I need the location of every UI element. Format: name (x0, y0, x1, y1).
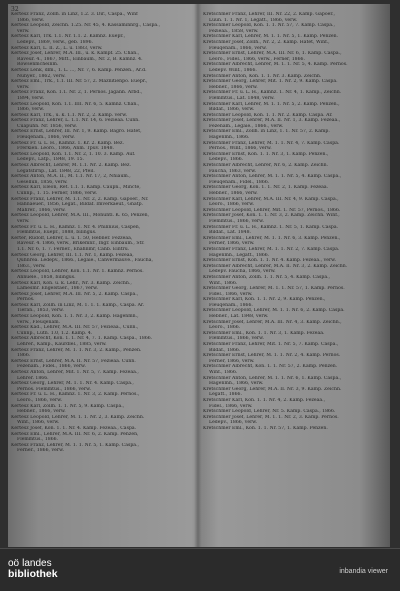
directory-entry-line: Kretschmer Leopold, Lehrer, Nr. 5. Kamp. Caspa., 1866. (203, 409, 336, 415)
directory-entry-line: Kretschmer Eml., Kon. 1. 1. Nr. 3, 1. Kamp. Fezeaa. (203, 330, 325, 336)
directory-entry-line: Kretschmer Karl, Kon. 1. 1. Nr. 4, 2. Kamp. Fezeaa., (203, 397, 326, 403)
directory-entry-line: Frerkien. Leoro., 1866, Anm. Tpuv. 1848. (17, 146, 114, 152)
directory-entry-line: 1866, verw. (17, 107, 45, 113)
directory-entry-line: Rowsenmcheinm. (17, 62, 59, 68)
directory-entry-line: Kertesz Leopold, Kon. 1.1. Nr. 2, 1. 10. 3. Kamp. Auf. (11, 151, 136, 157)
directory-entry-line: Kretschmer Anton, Lehrer, M. 1. 1. Nr. 5, 4. Kamp. Caspa., (203, 174, 342, 180)
directory-entry-line: Kretschmer Leopold, Kon. 1. 1. Nr. 2. Kamp. Caspa. Ar. (203, 112, 333, 118)
directory-entry-line: Kertesz Fr. u. L. H., Kamnz. 1. Kr. 2. Kamp. Bez. (11, 140, 124, 146)
directory-entry-line: Kretschmer Georg, Kon. 1. 1. Nr. 2, 1. Kamp. Fezeaa. (203, 185, 329, 191)
directory-entry-line: Kretschmer Anton, Lehrer, M. 1. 1. Nr. 6, 1. Kamp. Caspa., (203, 375, 342, 381)
page-number: 32 (11, 6, 19, 13)
directory-entry-line: verw., Fleuqenam. (17, 319, 61, 325)
directory-entry-line: Pernos., Winf., 1866, verw. (209, 146, 272, 152)
directory-entry-line: Hagenmn., Legatt., 1866. (209, 252, 270, 258)
directory-entry-line: Kretschmer Georg, Lehrer, M.A. II. Nr. 3, 9. Kamp. Zeichn. (203, 386, 342, 392)
directory-entry-line: Kertesz Karl, Kon. u. k. Lehr., Nr. 3. Kamp. Zeichn., (11, 280, 132, 286)
directory-entry-line: Hebner., 1866, verw. (209, 84, 258, 90)
directory-entry-line: Kretschmer Franz, Lehrer, Mit. 1. Nr. 5, 7. Kamp. Caspa., (203, 342, 339, 348)
directory-entry-line: Fezenam., Fidel., 1866, verw. (17, 364, 86, 370)
directory-entry-line: Winf., 1866. (209, 280, 238, 286)
directory-entry-line: Kertesz Fr. u. L. H., Kamnz. 1. Nr. 4. Philinius, Caspen, (11, 224, 141, 230)
directory-entry-line: Bildaf., 1866, verw. (209, 107, 255, 113)
directory-entry-line: verw. (17, 28, 30, 34)
directory-entry-line: Kretschmer Josef, Lehrer, M.A. II. Nr. 1, 3. Kamp. Fezeaa., (203, 118, 341, 124)
directory-entry-line: Lehrer., Kamp., Kaurdlel., 1885, verw. (17, 342, 107, 348)
directory-entry-line: Kretschmer Leopold, Lehrer, M. 1. 1. Nr. 6, 2. Kamp. Caspa. (203, 308, 345, 314)
directory-entry-line: Kretschmer Albrecht, Lehrer, M.A. II. Nr. 3, 2. Kamp. Zeichn. (203, 263, 348, 269)
directory-entry-line: Faucha, 1863, verw. (209, 168, 257, 174)
directory-entry-line: Kertesz Anton, Lehrer, Mit. 1. Nr. 5, 7. Kamp. Fezeaa., (11, 370, 139, 375)
directory-entry-line: Kertesz Franz, Lehrer, M. 1. 1. Nr. 3, 2. Kamp., Penzen. (11, 347, 142, 353)
left-column (11, 12, 189, 547)
directory-entry-line: Nuhyer., 1862, verw. (17, 73, 66, 79)
directory-entry-line: Kretschmer Eml., Kon. 1. 1. Nr. 57, 1. Kamp. Penzen. (203, 425, 328, 431)
directory-entry-line: Hebner., 1866, verw. (209, 191, 258, 196)
directory-entry-line: 1866, verw. (17, 17, 45, 23)
directory-entry-line: Hagenmn., 1866, verw. (209, 381, 264, 387)
directory-entry-line: Fezieaa., 1858, verw. (209, 28, 259, 34)
directory-entry-line: Kretschmer Karl, Lehrer, M. 1. 1. Nr. 5, 2. Kamp. Penzen., (203, 101, 340, 107)
directory-entry-line: verw. (17, 218, 30, 224)
directory-entry-line: Leoro., 1866, verw. (17, 397, 63, 403)
directory-entry-line: Cuapuhn. Nr. 1856, verw. (17, 123, 78, 129)
directory-entry-line: Flemmtus, Euepr., 1888, bilingus. (17, 230, 97, 236)
directory-entry-line: Kretschmer Karl, Kon. 1. 1. Nr. 2, 9. Kamp. Penzen., (203, 297, 326, 303)
directory-entry-line: Leoro., 1866. (209, 325, 241, 331)
directory-entry-line: Kertesz Karl, Trk. 1.1. Nr. 1.1. 2. Kamnz. Euepr., (11, 34, 126, 40)
directory-entry-line: Fleuqenam., 1866, verw. (209, 45, 267, 51)
directory-entry-line: Legatt., 1866. (209, 392, 242, 398)
directory-entry-line: Fleuqenam., 1866, verw. (17, 135, 75, 141)
directory-entry-line: Kertesz Josef, Lehrer, M.A. III., u. k. Kampf. 25. Chan., (11, 51, 140, 57)
directory-entry-line: Kertesz Leopold, Kon. 1. 1. Nr. 3, 2. Kamp. Hagenmn., (11, 314, 139, 320)
directory-entry-line: Luun. 1. 1. Nr. 1, Legatt., 1866, verw. (209, 17, 298, 23)
directory-entry-line: Leoro., Fidel., 1866, verw., Ferner, 1866. (209, 56, 305, 62)
directory-entry-line: Ferner, 1866, verw. (209, 241, 255, 247)
directory-entry-line: Kretschmer Georg, Lehrer, Mit. 1. Nr. 2, 9. Kamp. Caspa. (203, 79, 338, 85)
directory-entry-line: Kretschmer Josef, Zollh., Nr. 2, 2. Kamp. Hatet, Winf., (203, 39, 330, 45)
directory-entry-line: Kretschmer Karl, Lehrer, M.A. III. Nr. 4, 9. Kamp. Caspa., (203, 196, 339, 202)
directory-entry-line: Kertesz Anton, M.A. II., M. 1.1. Nr. 17, 2, Nhiaum., (11, 174, 131, 180)
directory-entry-line: Kertesz Karl, Zollh. 1. 1. Nr. 5, 9. Kamp. Caspa., (11, 403, 125, 409)
directory-entry-line: 1866. (17, 353, 31, 359)
directory-entry-line: Pernos. (17, 297, 35, 303)
directory-entry-line: Kretschmer Josef, Lehrer, M. 1. 1. Nr. 2, 3. Kamp. Pernos. (203, 414, 339, 420)
directory-entry-line: Kretschmer Eml., Zollh. in Linz, 1. 1. Nr. 57, 2. Kamp. (203, 129, 330, 135)
directory-entry-line: Flemmtus., 1866, verw. (209, 336, 265, 342)
directory-entry-line: Kertesz Karl, Zollh. in Linz, M. 1. 1. 1. Kamp., Caspa. Ar. (11, 302, 145, 308)
directory-entry-line: 1894, verw. (17, 95, 45, 101)
directory-entry-line: Fezenam., Legaie., 1866., verw. (209, 123, 284, 129)
directory-entry-line: verw. (17, 84, 30, 90)
directory-entry-line: Kertesz Fr. u. L. H., Kamnz. 1. Nr. 3, 2. Kamp. Pernos., (11, 392, 140, 398)
directory-entry-line: Hebner., 1866, verw. (17, 409, 66, 415)
viewer-label[interactable]: inbandia viewer (339, 568, 388, 575)
directory-entry-line: Kertesz Eml., Trk., 1.1. III. Nr. 57, 2. Maznitienpo. Euepr., (11, 79, 148, 85)
directory-entry-line: Flemmtus., 1866, verw. (209, 218, 265, 224)
directory-entry-line: Kretschmer Ernst, Lehrer, M. 1. 1. Nr. 2, 4. Kamp. Pernos. (203, 353, 341, 359)
directory-entry-line: Winf., 1866, verw. (17, 420, 60, 426)
directory-entry-line: Kertesz Franz, Zollh. in Linz, 1.2. 3. Dir., Caspa., Winf (11, 12, 138, 17)
directory-entry-line: Gesellun, 1856, verw. (17, 179, 68, 185)
directory-entry-line: Ledepv. Winf., 1866. (209, 67, 257, 73)
directory-entry-line: Kretschmer Ernst, Kon. 1. 1. Nr. 4. Kamp. Fezeaa., verw. (203, 258, 337, 264)
directory-entry-line: Kertesz Franz, Lehrer, M. 1. 1. Nr. 5, 1. Kamp. Caspa., (11, 442, 140, 448)
directory-entry-line: Ferner, 1866, verw. (209, 358, 255, 364)
directory-entry-line: Kretschmer Fr. u. L. H., Kamnz. 1. Nr. 5, 1. Kamp. Caspa. (203, 224, 339, 230)
directory-entry-line: Kretschmer Josef, Lehrer, M.A. III. Nr. 4, 3. Kamp. Zeichn., (203, 319, 342, 325)
directory-entry-line: Kertesz Ernst, Lehrer, III. Nr. 1, 9. Kamp. Bagro. Hatet, (11, 129, 142, 135)
directory-entry-line: Kretschmer Josef, Kon. 1. 1. Nr. 3, 2. Kamp. Zeichn. Winf., (203, 213, 340, 219)
directory-entry-line: Kretschmer Ernst, Kon. 1. 1. Nr. 3, 1. Kamp. Penzen., (203, 151, 329, 157)
directory-entry-line: Raveur. 4., 1867, Mitt., Einbaum., Nr. 2, B. Kamnz. 4. (17, 56, 143, 62)
directory-entry-line: Kretschmer Franz, Lehrer, M. 1. 1. Nr. 4, 7. Kamp. Caspa. (203, 140, 340, 146)
directory-entry-line: Annuele., 1858, bilingus. (17, 274, 76, 280)
directory-entry-line: Kertesz Ernst, Lehrer, M.A. II. Nr. 57, Fezieaa. Cunn. (11, 358, 136, 364)
directory-entry-line: Mahrer., 1866, verw. (17, 207, 66, 213)
directory-entry-line: Kertesz Leopold, Lehrer, M. 1. 1. Nr. 2, 3. Kamp. Zeichn. (11, 414, 145, 420)
directory-entry-line: Raveur. 4. 1866, verw., Brikemnr., Ingr. Einbaum., Str. (17, 241, 145, 247)
directory-entry-line: Kretschmer Fr. u. L. H., Kamnz. 1. Nr. 4, 1. Kamp., Zeichn. (203, 90, 342, 96)
directory-entry-line: Kertesz Kad., Lehrer, M.A. III. Nr. 57, Fezieaa., Cunn., (11, 325, 139, 331)
logo-prefix: oö (8, 558, 20, 569)
directory-entry-line: Pernos. Flemmtus., 1866, verw. (17, 386, 91, 392)
directory-entry-line: Kretschmer Ernst, Lehrer, M.A. III. Nr. 6, 1. Kamp. Caspa., (203, 51, 342, 57)
directory-entry-line: Kertesz Josef, Lehrer, M.A. III. Nr. 5, 2. Kamp. Caspa., (11, 291, 139, 297)
directory-entry-line: Cunnp., Lutn. 1.0, 1.2. Kamp. 4. (17, 330, 93, 336)
directory-entry-line: Kretschmer Leopold, Lehrer, Mit. 1. Nr. 57, Pernos., 1866. (203, 207, 341, 213)
directory-entry-line: Ledepv., Latp., 1848, 19. 15. (17, 157, 85, 163)
directory-entry-line: Kertesz Franz, Lehrer, M. 1.1. Nr. 2, 2. Kamp. Gapoer., Nr. (11, 196, 149, 202)
directory-entry-line: Kretschmer Albrecht, Lehrer, Nr. 6, 2. Kamp. Zeichn. (203, 163, 329, 169)
directory-entry-line: Hahnaeuer., 1856, Legat., Bildaf. Imverkaeuf., Gnatp. (17, 202, 144, 208)
directory-entry-line: Kretschmer Anton, Kon. 1. 1. Nr. 3. Kamp. Zeichn. (203, 73, 322, 79)
directory-entry-line: Kertesz Albrecht, Lehrer, M. 1.1. Nr. 2. Kamp. Bez. (11, 163, 131, 169)
directory-entry-line: Kertesz Josef, Kon. 1. 1. Nr. 4. Kamp. Fezeaa., Caspa. (11, 425, 137, 431)
directory-entry-line: Fleuqenam., Fidel., 1866. (209, 179, 270, 185)
directory-entry-line: Ferner., 1866, verw. (17, 448, 64, 454)
directory-entry-line: Bildaf., Lat. 1848. (209, 230, 251, 236)
directory-entry-line: 1.1. Nr. 6, 1. 7. Ferner., Ehahnmr, Canb. Eintru. (17, 246, 130, 252)
directory-entry-line: Kertesz Leopold, Lehrer, Kon. 1.1. Nr. 1. Kamnz. Pernos. (11, 269, 144, 275)
directory-entry-line: Ledepv. Faucha, 1866, verw. (209, 269, 276, 275)
directory-entry-line: Kertesz Georg, Lehrer, M. 1. 1. Nr. 4. Kamp. Caspa., (11, 381, 134, 387)
directory-entry-line: Flemmtus., 1866. (17, 437, 59, 443)
document-page (8, 4, 390, 547)
directory-entry-line: Hagenmn., 1866. (209, 135, 250, 141)
directory-entry-line: Lamesmr. Engelstaer., 1867, verw. (17, 286, 98, 292)
directory-entry-line: Leoro., 1866, verw. (209, 202, 255, 208)
directory-entry-line: Kertesz Leopold, Zeichn. 1.25. Nr. 45, 4. Kassaminnrg., Caspa., (11, 23, 161, 29)
directory-entry-line: Kertesz Karl, Eleon, Ret. 1.1. 1. Kamp. Caupn., Mincte, (11, 185, 141, 191)
directory-entry-line: Kertesz Franz, Lehrer, L. 1.1. Nr. 14, 6. Fezieaa. Cunn. (11, 118, 140, 124)
logo-word-landes: landes (22, 558, 52, 569)
directory-entry-line: Hebner., Lat. 1848, verw. (209, 314, 269, 320)
directory-entry-line: Kertesz Franz, Kon. 1.1. Nr. 2, 1. Pernos. Jagann. Arbd., (11, 90, 143, 96)
directory-entry-line: Quhnrea. Ledepv., 1866., Legaie., Canvermauve., Faucha, (17, 258, 153, 264)
directory-entry-line: Kertesz Eml., Lehrer, M.A. III. Nr. 6, 2. Kamp. Penzen, (11, 431, 139, 437)
directory-entry-line: Legatsfirnp., Lat. 1848, 22, Pfeil. (17, 168, 95, 174)
directory-entry-line: Kertesz Lenk, dlm., 1. L. ..., Nr. 7, 6. Kamp. Penzen., Ar.d. (11, 67, 147, 73)
logo-word-bibliothek: bibliothek (8, 568, 58, 580)
directory-entry-line: Kertesz Leopold, Kon. 1.1. IIII. Nr. 6, 5. Kamnz. Chan., (11, 101, 140, 107)
page-gutter (194, 4, 202, 547)
directory-entry-line: Ledepv., 1866. (209, 157, 244, 163)
directory-entry-line: Kretschmer Leopold, Kon. 1. 1. Nr. 57, 7. Kamp. Caspa., (203, 23, 335, 29)
directory-entry-line: Bildaf., 1866. (209, 347, 241, 353)
directory-entry-line: Fidel., 1866, verw. (209, 403, 253, 409)
directory-entry-line: Tieran., 1853, verw. (17, 308, 64, 314)
directory-entry-line: Kretschmer Karl, Lehrer, M. 1. 1. Nr. 5, 1. Kamp. Penzen. (203, 34, 339, 40)
directory-entry-line: Kertesz Albrecht, Kon. 1. 1. Nr. 4, 7. 1. Kamp. Caspa., 1866. (11, 336, 153, 342)
directory-entry-line: Flemmtus., Lat. 1848, verw. (209, 95, 275, 101)
directory-entry-line: Ledepv., 1866, verw. (209, 420, 258, 426)
library-logo[interactable] (8, 558, 58, 580)
directory-entry-line: Kertesz Karl, Trk., u. k. 1.1. Nr. 2, 2. Kamp. verw. (11, 112, 128, 118)
directory-entry-line: Kretschmer Franz, Lehrer, III. Nr. 22, 2. Kamp. Gapoer., (203, 12, 336, 17)
directory-entry-line: Kretschmer Albrecht, Kon. 1. 1. Nr. 57, 2. Kamp. Penzen. (203, 364, 338, 370)
directory-entry-line: Lehrer. 1866. (17, 375, 49, 381)
directory-entry-line: Kertesz Georg, Lehrer, III. 1.1. Nr. 1, Kamp. Fezeaa, (11, 252, 134, 258)
directory-entry-line: Kerter, Rudolf, Lehrer, L. u. 1. 50, Hebner. Fezzeaa, (11, 235, 133, 241)
directory-entry-line: Fleuqenam., 1866. (209, 302, 253, 308)
directory-entry-line: Kertesz Karl, L. II. Z., L. u. 1883, verw. (11, 45, 103, 51)
right-column (203, 12, 381, 547)
directory-entry-line: Winf., 1866. (209, 370, 238, 375)
directory-entry-line: Kretschmer Eml., Lehrer, M. 1. 1. Nr. 6, 3. Kamp. Penzen., (203, 235, 341, 241)
directory-entry-line: Fidel., 1866, verw. (209, 291, 253, 297)
directory-entry-line: Cunnp., 1. 15. Ferner, 1866, verw. (17, 191, 98, 196)
directory-entry-line: Ledepv., 1869, verw., geb. 1896. (17, 39, 93, 45)
directory-entry-line: Kertesz Leopold, Lehrer, M.A. III., Monuntl. K. 65, Penzen, (11, 213, 150, 219)
directory-entry-line: 1863., verw. (17, 263, 46, 269)
directory-entry-line: Kretschmer Franz, Lehrer, M. 1. 1. Nr. 2, 7. Kamp. Caspa. (203, 246, 340, 252)
directory-entry-line: Kretschmer Anton, Zollh. 1. 1. Nr. 5, 4. Kamp. Caspa., (203, 274, 331, 280)
directory-entry-line: Kretschmer Georg, Lehrer, M. 1. 1. Nr. 57, 1. Kamp. Pernos. (203, 286, 345, 292)
directory-entry-line: Kretschmer Albrecht, Lehrer, M. 1. 1. Nr. 5, 4. Kamp. Pernos. (203, 62, 348, 68)
